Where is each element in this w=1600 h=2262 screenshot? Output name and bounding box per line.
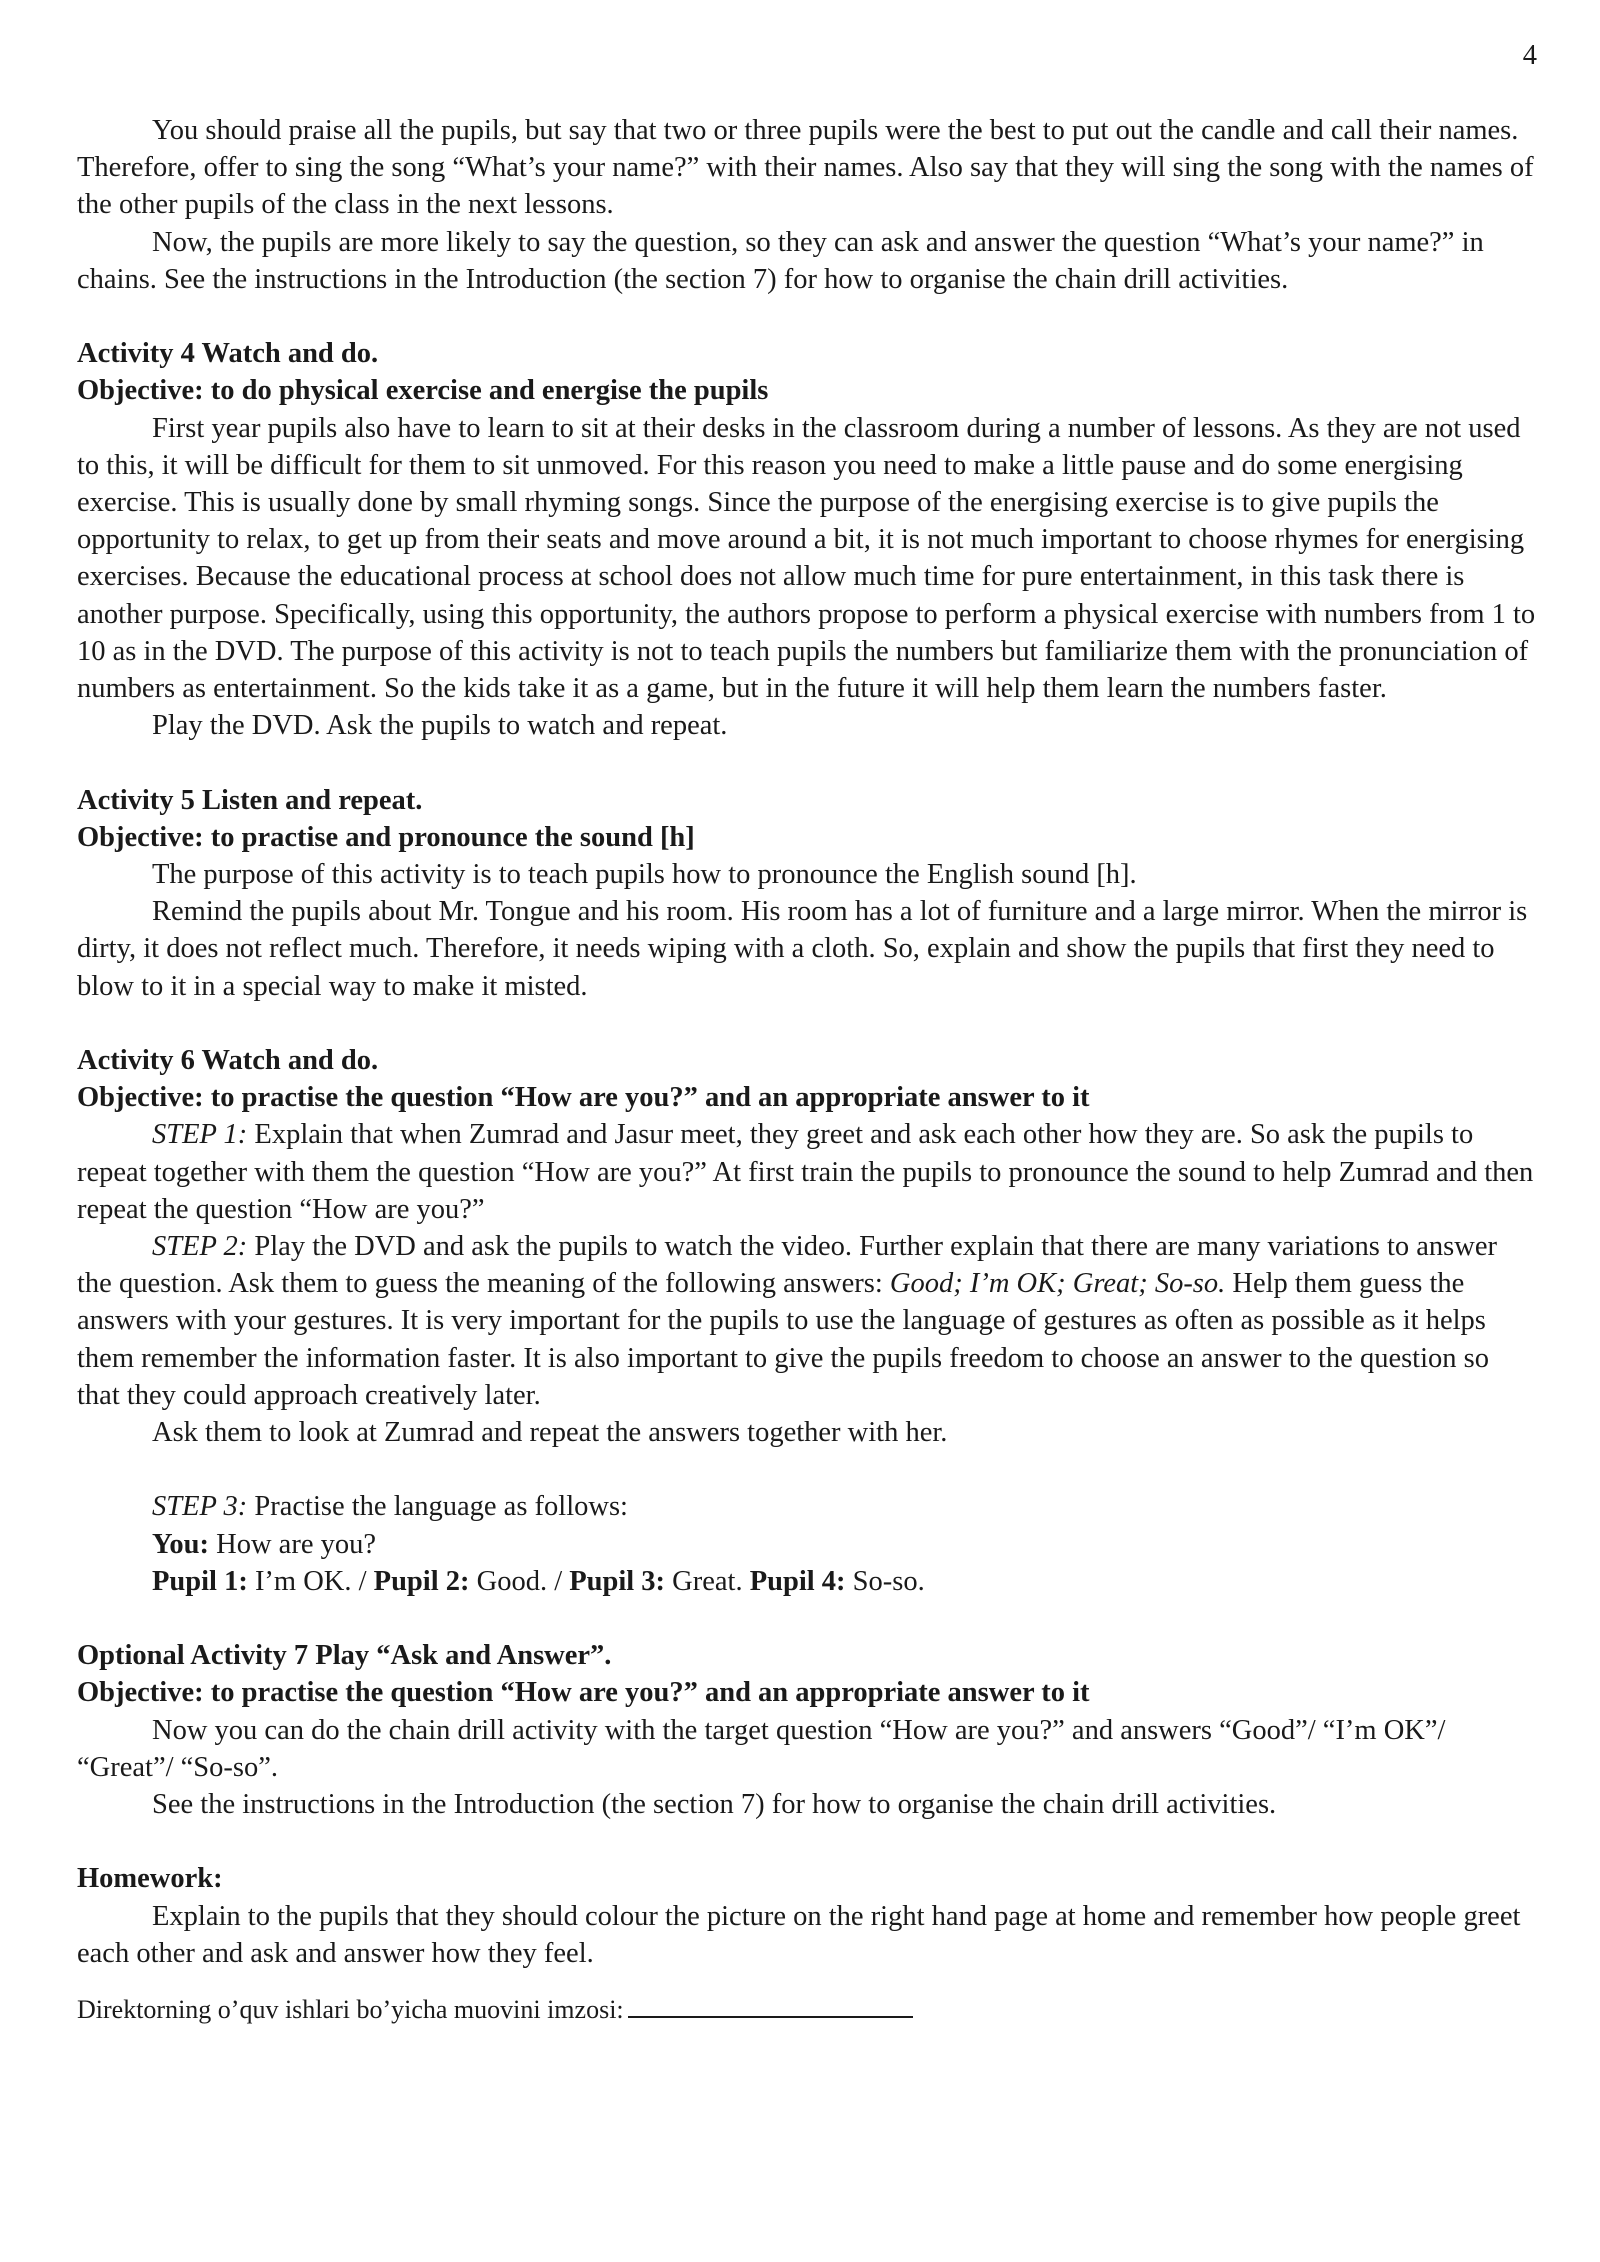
intro-paragraph: You should praise all the pupils, but say that two or three pupils were the best to put out the candle and call their names. Therefore, offer to sing the song “What’s your name?” with their names. Also say that they will sing the song with the names of the other pupils of the class in the next lessons.	[77, 115, 1534, 221]
step-1-label: STEP 1:	[152, 1119, 248, 1151]
step-3-text: Practise the language as follows:	[247, 1491, 628, 1523]
dialogue-text: How are you?	[209, 1528, 376, 1560]
step-1-text: Explain that when Zumrad and Jasur meet, they greet and ask each other how they are. So ask the pupils to repeat together with them the question “How are you?” At first train the pupils to pronounce the sound to help Zumrad and then repeat the question “How are you?”	[77, 1119, 1534, 1225]
homework-paragraph: Explain to the pupils that they should colour the picture on the right hand page at home and remember how people greet each other and ask and answer how they feel.	[77, 1900, 1521, 1969]
activity-5-paragraph: The purpose of this activity is to teach pupils how to pronounce the English sound [h].	[152, 859, 1137, 891]
signature-label: Direktorning o’quv ishlari bo’yicha muovini imzosi:	[77, 1995, 624, 2025]
activity-6-title: Activity 6 Watch and do.	[77, 1045, 379, 1077]
activity-6-paragraph: Ask them to look at Zumrad and repeat the answers together with her.	[152, 1417, 948, 1449]
speaker-label: You:	[152, 1528, 210, 1560]
activity-5-paragraph: Remind the pupils about Mr. Tongue and his room. His room has a lot of furniture and a large mirror. When the mirror is dirty, it does not reflect much. Therefore, it needs wiping with a cloth. So, explain and show the pupils that first they need to blow to it in a special way to make it misted.	[77, 896, 1528, 1002]
activity-6-step-2	[77, 1228, 1537, 1414]
dialogue-text: So-so.	[845, 1565, 925, 1597]
intro-paragraph: Now, the pupils are more likely to say the question, so they can ask and answer the question “What’s your name?” in chains. See the instructions in the Introduction (the section 7) for how to organise the chain drill activities.	[77, 226, 1484, 295]
step-2-text: Play the DVD and ask the pupils to watch the video. Further explain that there are many variations to answer the question. Ask them to guess the meaning of the following answers:	[77, 1231, 1497, 1300]
activity-6-objective: Objective: to practise the question “How are you?” and an appropriate answer to it	[77, 1082, 1090, 1114]
speaker-label: Pupil 1:	[152, 1565, 248, 1597]
activity-6-step-3	[77, 1488, 1537, 1525]
dialogue-line	[77, 1563, 1537, 1600]
speaker-label: Pupil 3:	[569, 1565, 666, 1597]
activity-7-objective: Objective: to practise the question “How are you?” and an appropriate answer to it	[77, 1677, 1090, 1709]
signature-line	[77, 1990, 1537, 2028]
step-2-text: Help them guess the answers with your gestures. It is very important for the pupils to use the language of gestures as often as possible as it helps them remember the information faster. It is also important to give the pupils freedom to choose an answer to the question so that they could approach creatively later.	[77, 1268, 1489, 1411]
speaker-label: Pupil 2:	[373, 1565, 470, 1597]
activity-4-paragraph: First year pupils also have to learn to sit at their desks in the classroom during a number of lessons. As they are not used to this, it will be difficult for them to sit unmoved. For this reason you need to make a little pause and do some energising exercise. This is usually done by small rhyming songs. Since the purpose of the energising exercise is to give pupils the opportunity to relax, to get up from their seats and move around a bit, it is not much important to choose rhymes for energising exercises. Because the educational process at school does not allow much time for pure entertainment, in this task there is another purpose. Specifically, using this opportunity, the authors propose to perform a physical exercise with numbers from 1 to 10 as in the DVD. The purpose of this activity is not to teach pupils the numbers but familiarize them with the pronunciation of numbers as entertainment. So the kids take it as a game, but in the future it will help them learn the numbers faster.	[77, 412, 1536, 705]
speaker-label: Pupil 4:	[749, 1565, 846, 1597]
dialogue-text: I’m OK. /	[247, 1565, 374, 1597]
dialogue-text: Great.	[665, 1565, 750, 1597]
step-2-label: STEP 2:	[152, 1231, 248, 1263]
activity-5-title: Activity 5 Listen and repeat.	[77, 784, 423, 816]
step-2-answers: Good; I’m OK; Great; So-so.	[889, 1268, 1226, 1300]
homework-title: Homework:	[77, 1863, 223, 1895]
dialogue-line	[77, 1526, 1537, 1563]
activity-4-objective: Objective: to do physical exercise and energise the pupils	[77, 375, 769, 407]
activity-6-step-1	[77, 1116, 1537, 1228]
page-number: 4	[1522, 40, 1537, 71]
signature-blank	[628, 1990, 913, 2018]
dialogue-text: Good. /	[469, 1565, 570, 1597]
activity-7-paragraph: Now you can do the chain drill activity with the target question “How are you?” and answers “Good”/ “I’m OK”/ “Great”/ “So-so”.	[77, 1714, 1446, 1783]
activity-4-title: Activity 4 Watch and do.	[77, 338, 379, 370]
document-body	[77, 0, 1537, 2028]
activity-4-paragraph: Play the DVD. Ask the pupils to watch and repeat.	[152, 710, 728, 742]
activity-7-paragraph: See the instructions in the Introduction (the section 7) for how to organise the chain drill activities.	[152, 1789, 1277, 1821]
step-3-label: STEP 3:	[152, 1491, 248, 1523]
activity-5-objective: Objective: to practise and pronounce the sound [h]	[77, 821, 695, 853]
activity-7-title: Optional Activity 7 Play “Ask and Answer”.	[77, 1640, 612, 1672]
